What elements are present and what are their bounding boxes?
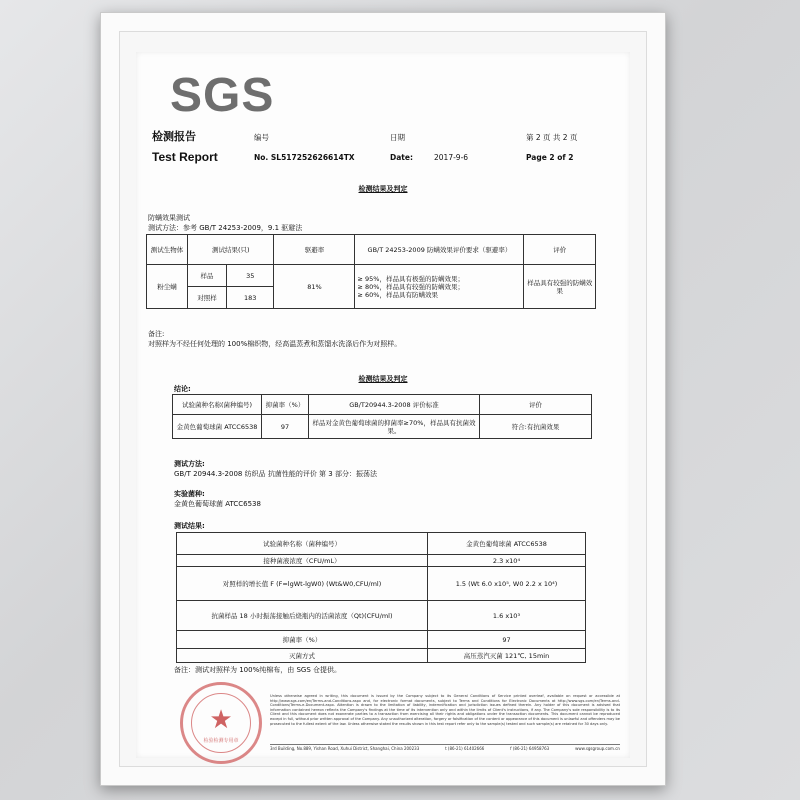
- date-value: 2017-9-6: [434, 153, 469, 162]
- organism-cell: 粉尘螨: [147, 265, 188, 309]
- test-report-page: [136, 52, 630, 758]
- header-rate: 驱避率: [274, 235, 355, 265]
- control-label: 对照样: [188, 287, 227, 309]
- section2-title: 检测结果及判定: [358, 375, 408, 383]
- official-stamp: [180, 682, 262, 764]
- mite-results-table: [146, 234, 596, 309]
- row-value: 金黄色葡萄球菌 ATCC6538: [428, 533, 586, 555]
- page-label-en: Page 2 of 2: [526, 153, 574, 162]
- report-no-label-cn: 编号: [254, 133, 269, 142]
- row-label: 灭菌方式: [177, 649, 428, 663]
- report-number: No. SL517252626614TX: [254, 153, 355, 162]
- sample-value: 35: [227, 265, 274, 287]
- row-label: 接种菌液浓度（CFU/mL）: [177, 555, 428, 567]
- row-label: 抗菌样品 18 小时振荡接触后烧瓶内的活菌浓度（Qt)(CFU/ml): [177, 601, 428, 631]
- control-value: 183: [227, 287, 274, 309]
- strain-label: 实验菌种:: [174, 490, 205, 498]
- requirement-1: ≥ 95%，样品具有极强的防螨效果；: [357, 274, 464, 283]
- strain-cell: 金黄色葡萄球菌 ATCC6538: [173, 415, 262, 439]
- date-label-cn: 日期: [390, 133, 405, 142]
- note-title: 备注:: [148, 330, 165, 338]
- header-inhibition: 抑菌率（%）: [262, 395, 309, 415]
- row-label: 抑菌率（%）: [177, 631, 428, 649]
- inhibition-cell: 97: [262, 415, 309, 439]
- footer-contact: [270, 744, 620, 751]
- method-label: 测试方法:: [174, 460, 205, 468]
- stamp-text: 检验检测专用章: [203, 738, 239, 744]
- page-label-cn: 第 2 页 共 2 页: [526, 133, 578, 142]
- footer-address: 3rd Building, No.889, Yishan Road, Xuhui District, Shanghai, China 200233: [270, 746, 420, 751]
- antibacterial-results-table: [176, 532, 586, 663]
- test-name: 防螨效果测试: [148, 214, 190, 222]
- report-title-cn: 检测报告: [152, 130, 196, 143]
- note-text: 对照样为不经任何处理的 100%棉织物，经高温蒸煮和蒸馏水洗涤后作为对照样。: [148, 340, 402, 348]
- report-title-en: Test Report: [152, 150, 218, 164]
- row-value: 1.5 (Wt 6.0 x10⁵, W0 2.2 x 10⁴): [428, 567, 586, 601]
- requirement-2: ≥ 80%，样品具有较强的防螨效果；: [357, 282, 464, 291]
- footer-fax: f (86-21) 64958763: [510, 746, 550, 751]
- method-text: GB/T 20944.3-2008 纺织品 抗菌性能的评价 第 3 部分：振荡法: [174, 470, 377, 478]
- header-standard: GB/T20944.3-2008 评价标准: [309, 395, 480, 415]
- header-organism: 测试生物体: [147, 235, 188, 265]
- evaluation-cell: 样品具有较强的防螨效果: [524, 265, 596, 309]
- requirement-3: ≥ 60%，样品具有防螨效果: [357, 290, 438, 299]
- sgs-logo: SGS: [170, 69, 275, 122]
- row-value: 1.6 x10³: [428, 601, 586, 631]
- test-method: 测试方法：参考 GB/T 24253-2009，9.1 驱避法: [148, 224, 303, 232]
- footer-phone: t (86-21) 61402666: [445, 746, 485, 751]
- date-label-en: Date:: [390, 153, 413, 162]
- rate-cell: 81%: [274, 265, 355, 309]
- row-label: 试验菌种名称（菌种编号）: [177, 533, 428, 555]
- header-evaluation: 评价: [524, 235, 596, 265]
- strain-text: 金黄色葡萄球菌 ATCC6538: [174, 500, 261, 508]
- antibacterial-summary-table: [172, 394, 592, 439]
- row-value: 高压蒸汽灭菌 121℃, 15min: [428, 649, 586, 663]
- footer-web: www.sgsgroup.com.cn: [575, 746, 620, 751]
- conclusion-label: 结论:: [174, 385, 191, 393]
- eval-cell: 符合:有抗菌效果: [480, 415, 592, 439]
- row-label: 对照样的增长值 F (F=lgWt-lgW0) (Wt&W0,CFU/ml): [177, 567, 428, 601]
- header-requirement: GB/T 24253-2009 防螨效果评价要求（驱避率）: [355, 235, 524, 265]
- header-eval: 评价: [480, 395, 592, 415]
- footnote: 备注：测试对照样为 100%纯棉布，由 SGS 仓提供。: [174, 666, 341, 674]
- requirements-cell: [355, 265, 524, 309]
- results-label: 测试结果:: [174, 522, 205, 530]
- header-result: 测试结果(只): [188, 235, 274, 265]
- star-icon: ★: [209, 705, 233, 735]
- standard-cell: 样品对金黄色葡萄球菌的抑菌率≥70%，样品具有抗菌效果。: [309, 415, 480, 439]
- header-strain: 试验菌种名称(菌种编号): [173, 395, 262, 415]
- sample-label: 样品: [188, 265, 227, 287]
- row-value: 2.3 x10⁴: [428, 555, 586, 567]
- fine-print: Unless otherwise agreed in writing, this document is issued by the Company subject to its General Conditions of Service printed overleaf, available on request or accessible at http://www.sgs.com/en/Terms-and-Conditions.aspx and, for electronic format documents, subject to Terms and Conditions for Electronic Documents at http://www.sgs.com/en/Terms-and-Conditions/Terms-e-Document.aspx. Attention is drawn to the limitation of liability, indemnification and jurisdiction issues defined therein. Any holder of this document is advised that information contained hereon reflects the Company's findings at the time of its intervention only and within the limits of Client's instructions, if any. The Company's sole responsibility is to its Client and this document does not exonerate parties to a transaction from exercising all their rights and obligations under the transaction documents. This document cannot be reproduced except in full, without prior written approval of the Company. Any unauthorized alteration, forgery or falsification of the content or appearance of this document is unlawful and offenders may be prosecuted to the fullest extent of the law. Unless otherwise stated the results shown in this test report refer only to the sample(s) tested and such sample(s) are retained for 30 days only.: [270, 694, 620, 726]
- row-value: 97: [428, 631, 586, 649]
- section1-title: 检测结果及判定: [358, 185, 408, 193]
